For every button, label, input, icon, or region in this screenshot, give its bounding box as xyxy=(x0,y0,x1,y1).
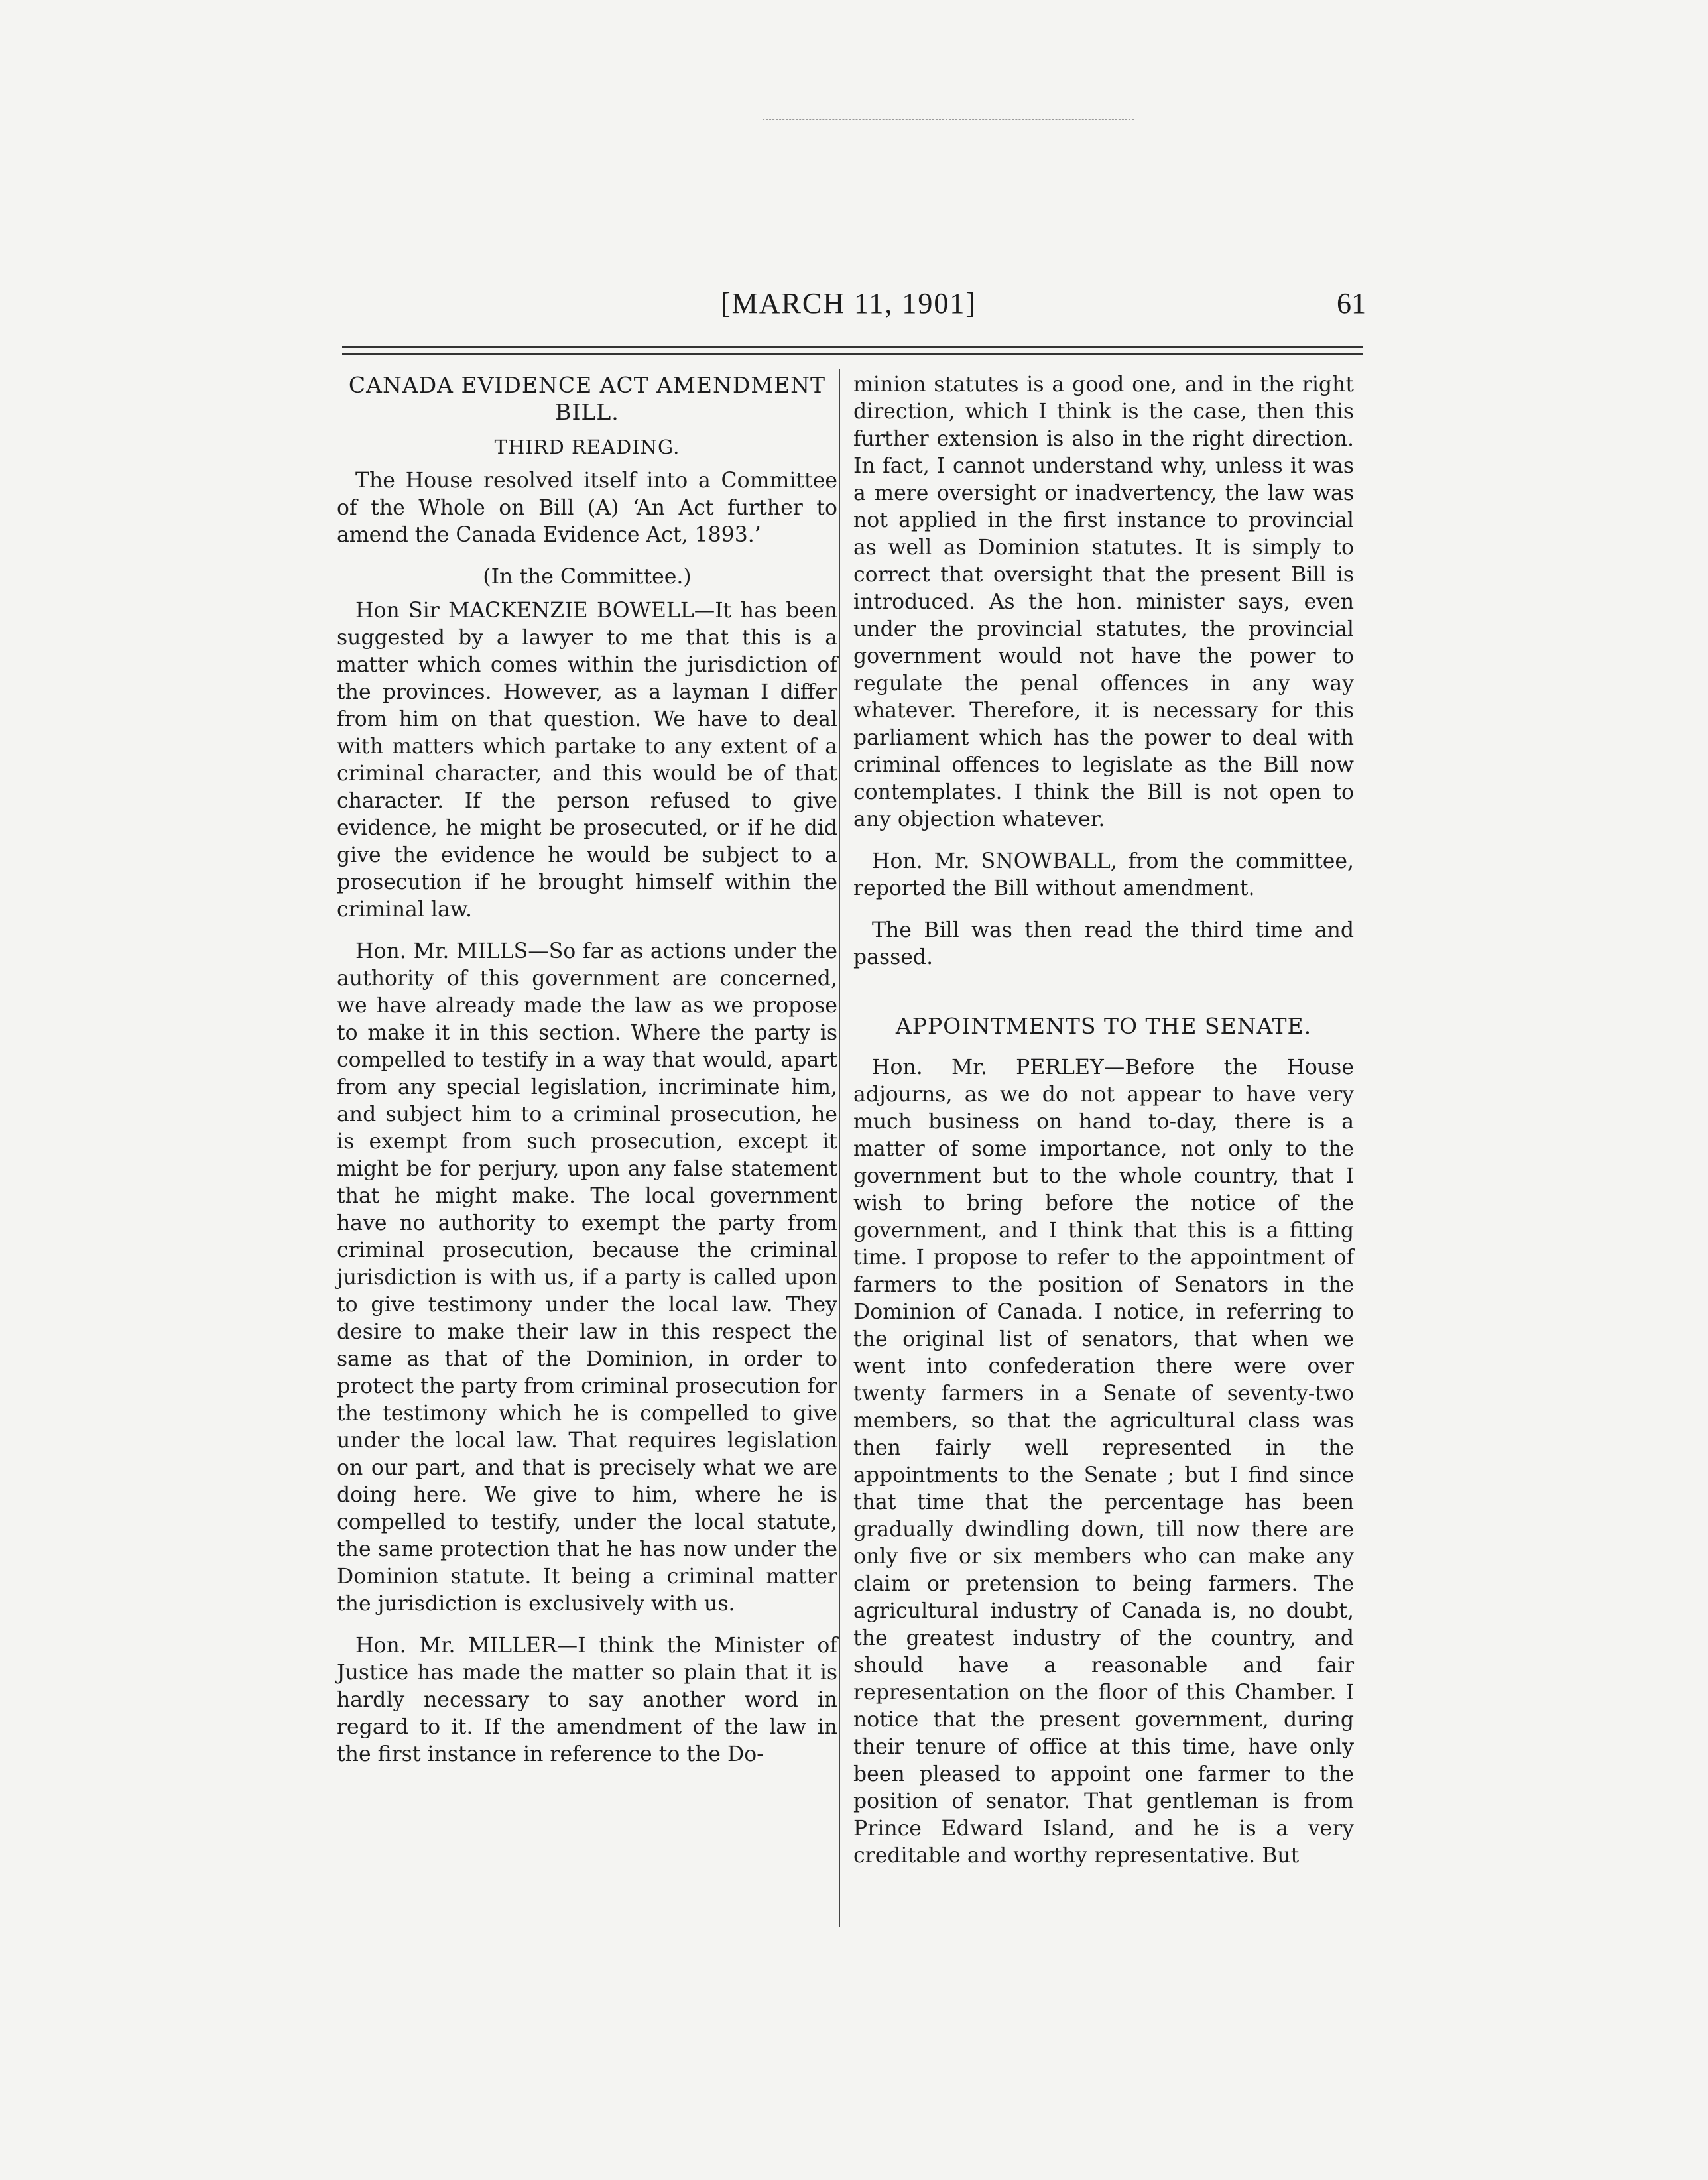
scan-mark xyxy=(762,119,1134,120)
page-number: 61 xyxy=(1337,287,1366,320)
paragraph: Hon. Mr. MILLER—I think the Minister of Justice has made the matter so plain that it is hardly necessary to say another word in regard to it. If the amendment of the law in the first instance in reference to the Do- xyxy=(337,1634,837,1766)
header-date: [MARCH 11, 1901] xyxy=(720,287,977,320)
committee-note: (In the Committee.) xyxy=(483,565,692,589)
header-rule-top xyxy=(342,346,1363,348)
section-title-evidence-act: CANADA EVIDENCE ACT AMENDMENT BILL. xyxy=(348,372,826,425)
section-subtitle-third-reading: THIRD READING. xyxy=(494,436,680,458)
paragraph: The House resolved itself into a Committee of the Whole on Bill (A) ‘An Act further to amend the Canada Evidence Act, 1893.’ xyxy=(337,469,837,547)
paragraph: Hon. Mr. MILLS—So far as actions under the authority of this government are concerned, we have already made the law as we propose to make it in this section. Where the party is compelled to testify in a way that would, apart from any special legislation, incriminate him, and subject him to a criminal prosecution, he is exempt from such prosecution, except it might be for perjury, upon any false statement that he might make. The local government have no authority to exempt the party from criminal prosecution, because the criminal jurisdiction is with us, if a party is called upon to give testimony under the local law. They desire to make their law in this respect the same as that of the Dominion, in order to protect the party from criminal prosecution for the testimony which he is compelled to give under the local law. That requires legislation on our part, and that is precisely what we are doing here. We give to him, where he is compelled to testify, under the local statute, the same protection that he has now under the Dominion statute. It being a criminal matter the jurisdiction is exclusively with us. xyxy=(337,939,837,1616)
paragraph: Hon. Mr. PERLEY—Before the House adjourns, as we do not appear to have very much business on hand to-day, there is a matter of some importance, not only to the government but to the whole country, that I wish to bring before the notice of the government, and I think that this is a fitting time. I propose to refer to the appointment of farmers to the position of Senators in the Dominion of Canada. I notice, in referring to the original list of senators, that when we went into confederation there were over twenty farmers in a Senate of seventy-two members, so that the agricultural class was then fairly well represented in the appointments to the Senate ; but I find since that time that the percentage has been gradually dwindling down, till now there are only five or six members who can make any claim or pretension to being farmers. The agricultural industry of Canada is, no doubt, the greatest industry of the country, and should have a reasonable and fair representation on the floor of this Chamber. I notice that the present government, during their tenure of office at this time, have only been pleased to appoint one farmer to the position of senator. That gentleman is from Prince Edward Island, and he is a very creditable and worthy representative. But xyxy=(853,1056,1354,1868)
spacer xyxy=(853,986,1354,1012)
paragraph: minion statutes is a good one, and in the right direction, which I think is the case, then this further extension is also in the right direction. In fact, I cannot understand why, unless it was a mere oversight or inadvertency, the law was not applied in the first instance to provincial as well as Dominion statutes. It is simply to correct that oversight that the present Bill is introduced. As the hon. minister says, even under the provincial statutes, the provincial government would not have the power to regulate the penal offences in any way whatever. Therefore, it is necessary for this parliament which has the power to deal with criminal offences to legislate as the Bill now contemplates. I think the Bill is not open to any objection whatever. xyxy=(853,373,1354,831)
paragraph: Hon. Mr. SNOWBALL, from the committee, reported the Bill without amendment. xyxy=(853,849,1354,900)
right-column xyxy=(853,371,1354,1884)
paragraph: Hon Sir MACKENZIE BOWELL—It has been suggested by a lawyer to me that this is a matter which comes within the jurisdiction of the provinces. However, as a layman I differ from him on that question. We have to deal with matters which partake to any extent of a criminal character, and this would be of that character. If the person refused to give evidence, he might be prosecuted, or if he did give the evidence he would be subject to a prosecution if he brought himself within the criminal law. xyxy=(337,599,837,922)
section-title-senate-appointments: APPOINTMENTS TO THE SENATE. xyxy=(895,1013,1312,1039)
paragraph: The Bill was then read the third time and passed. xyxy=(853,918,1354,969)
header-rule-bottom xyxy=(342,353,1363,355)
column-divider xyxy=(839,369,840,1927)
left-column xyxy=(337,371,837,1783)
page-header xyxy=(332,286,1366,339)
